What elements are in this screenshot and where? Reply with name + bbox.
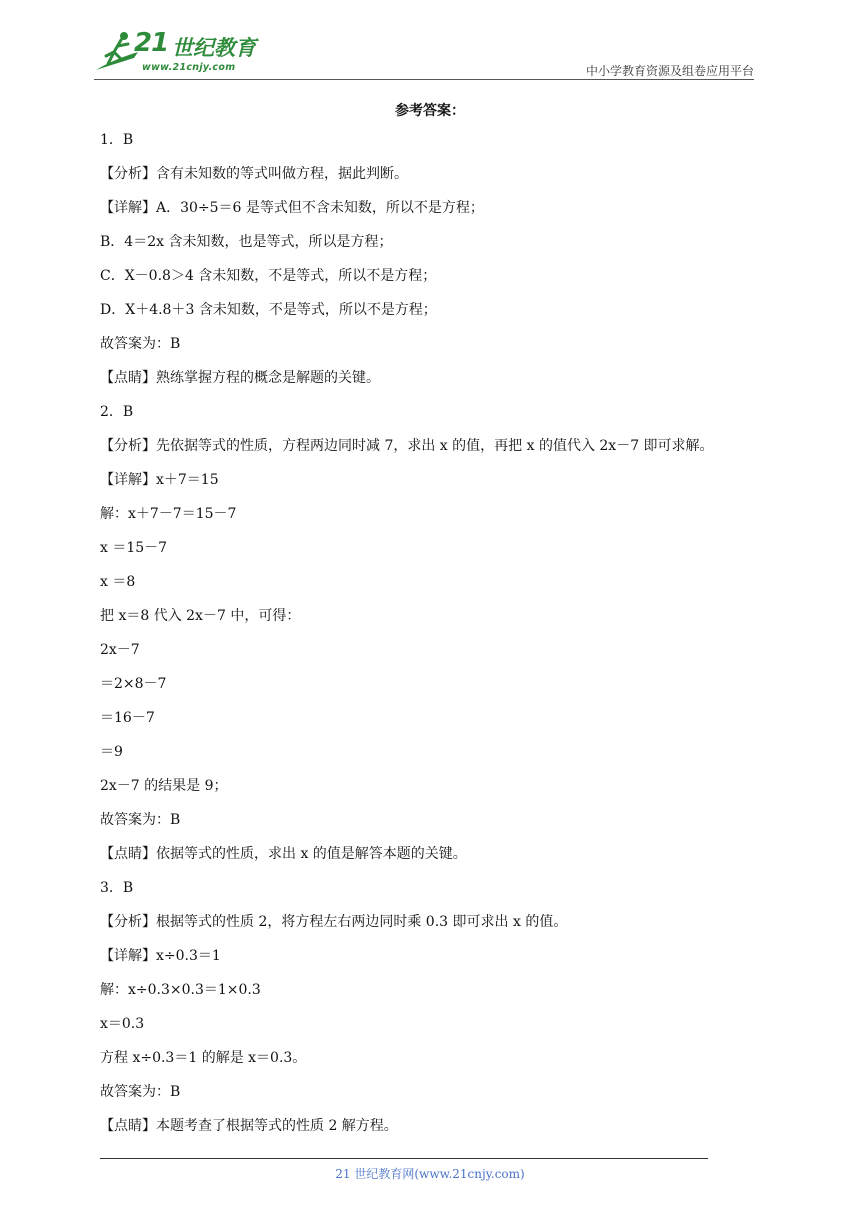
answer-line: ＝2×8－7 [100,676,167,692]
answer-line: 【详解】A．30÷5＝6 是等式但不含未知数，所以不是方程； [100,200,484,216]
answer-line: 故答案为：B [100,336,181,352]
page-title: 参考答案： [395,103,465,119]
answer-line: 1．B [100,132,134,148]
answer-line: 【分析】含有未知数的等式叫做方程，据此判断。 [100,166,408,182]
page-footer: 21 世纪教育网(www.21cnjy.com) [335,1167,525,1181]
logo-number: 21 [134,28,169,58]
answer-line: 3．B [100,880,134,896]
header-divider [94,79,754,80]
answer-line: 【详解】x÷0.3＝1 [100,948,221,964]
answer-line: 【分析】先依据等式的性质，方程两边同时减 7，求出 x 的值，再把 x 的值代入 2x－7 即可求解。 [100,438,714,454]
answer-line: x＝0.3 [100,1016,145,1032]
answer-line: 2x－7 的结果是 9； [100,778,228,794]
answer-line: 【点睛】熟练掌握方程的概念是解题的关键。 [100,370,380,386]
answer-line: 【分析】根据等式的性质 2，将方程左右两边同时乘 0.3 即可求出 x 的值。 [100,914,568,930]
answer-line: 方程 x÷0.3＝1 的解是 x＝0.3。 [100,1050,307,1066]
answer-line: 故答案为：B [100,812,181,828]
page-header [0,0,860,82]
answer-line: 故答案为：B [100,1084,181,1100]
answer-line: 2x－7 [100,642,140,658]
answer-line: ＝16－7 [100,710,155,726]
answer-line: 2．B [100,404,134,420]
answer-line: 解：x÷0.3×0.3＝1×0.3 [100,982,261,998]
answer-line: C．X－0.8＞4 含未知数，不是等式，所以不是方程； [100,268,437,284]
answer-line: 【详解】x＋7＝15 [100,472,219,488]
header-tagline: 中小学教育资源及组卷应用平台 [585,64,754,78]
answer-line: D．X＋4.8＋3 含未知数，不是等式，所以不是方程； [100,302,437,318]
answer-line: 把 x＝8 代入 2x－7 中，可得： [100,608,301,624]
answer-line: 解：x＋7－7＝15－7 [100,506,237,522]
footer-divider [100,1158,708,1159]
answer-line: x ＝8 [100,574,136,590]
answer-line: ＝9 [100,744,123,760]
answer-line: 【点睛】依据等式的性质，求出 x 的值是解答本题的关键。 [100,846,467,862]
answer-line: B．4＝2x 含未知数，也是等式，所以是方程； [100,234,393,250]
answer-content [100,129,760,1149]
answer-line: x ＝15－7 [100,540,168,556]
logo-url: www.21cnjy.com [142,62,236,73]
site-logo [94,30,264,80]
answer-line: 【点睛】本题考查了根据等式的性质 2 解方程。 [100,1118,398,1134]
logo-text: 世纪教育 [172,36,256,60]
